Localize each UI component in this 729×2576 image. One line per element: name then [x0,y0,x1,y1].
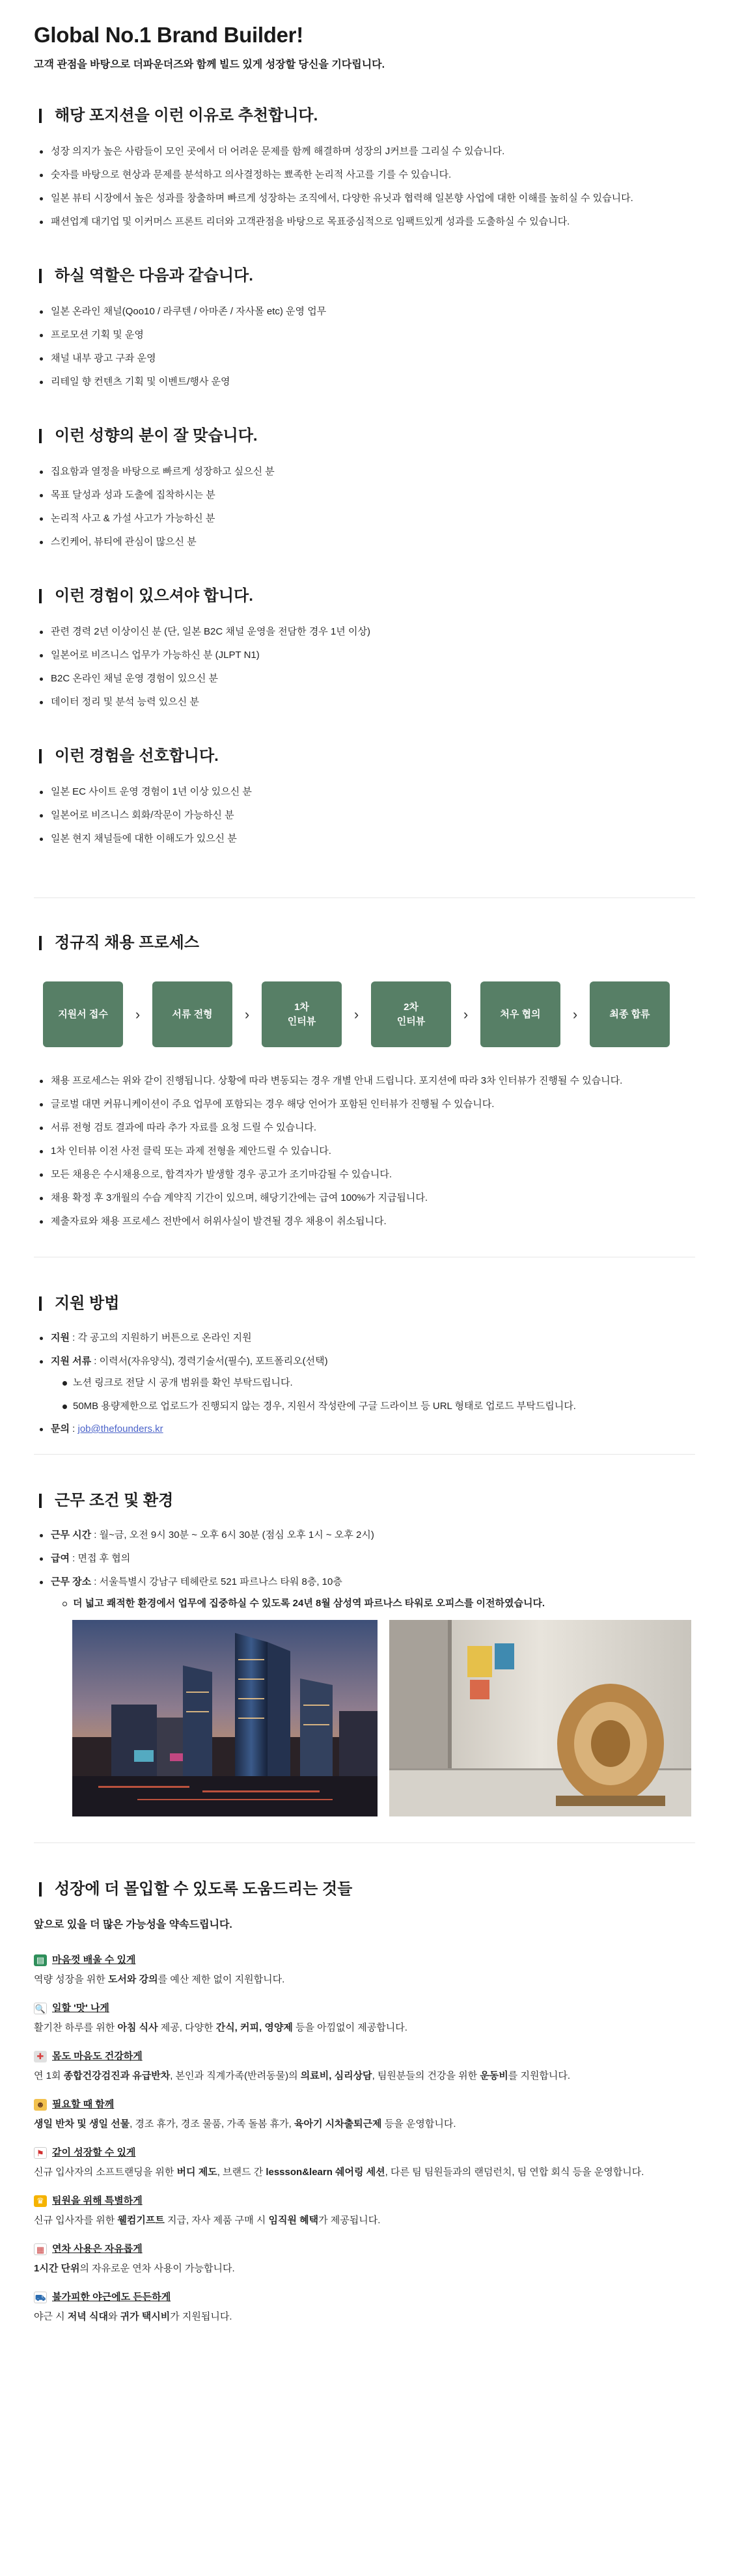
list-item: 채널 내부 광고 구좌 운영 [34,352,695,365]
benefit-description: 연 1회 종합건강검진과 유급반차, 본인과 직계가족(반려동물)의 의료비, 심리상담, 팀원분들의 건강을 위한 운동비를 지원합니다. [34,2070,571,2081]
benefits-heading: 성장에 더 몰입할 수 있도록 도움드리는 것들 [34,1880,695,1899]
work-heading: 근무 조건 및 환경 [34,1491,695,1511]
benefit-description: 역량 성장을 위한 도서와 강의를 예산 제한 없이 지원합니다. [34,1974,285,1985]
list-item: 성장 의지가 높은 사람들이 모인 곳에서 더 어려운 문제를 함께 해결하며 성장의 J커브를 그리실 수 있습니다. [34,145,695,158]
list-item: 일본 뷰티 시장에서 높은 성과를 창출하며 빠르게 성장하는 조직에서, 다양한 유닛과 협력해 일본향 사업에 대한 이해를 높히실 수 있습니다. [34,192,695,205]
apply-item: 지원 서류 : 이력서(자유양식), 경력기술서(필수), 포트폴리오(선택) [34,1355,695,1368]
benefit-title: ☻ 필요할 때 함께 [34,2098,695,2112]
process-note: 제출자료와 채용 프로세스 전반에서 허위사실이 발견될 경우 채용이 취소됩니다. [34,1215,695,1228]
list-item: B2C 온라인 채널 운영 경험이 있으신 분 [34,672,695,685]
list-item: 프로모션 기획 및 운영 [34,329,695,342]
chevron-right-icon: › [572,1006,578,1022]
benefit-title: ♛ 팀원을 위해 특별하게 [34,2194,695,2208]
benefits-intro: 앞으로 있을 더 많은 가능성을 약속드립니다. [34,1919,232,1930]
work-item: 근무 시간 : 월~금, 오전 9시 30분 ~ 오후 6시 30분 (점심 오후 1시 ~ 오후 2시) [34,1529,695,1542]
section-heading: 이런 경험을 선호합니다. [34,747,695,766]
page-subtitle: 고객 관점을 바탕으로 더파운더즈와 함께 빌드 있게 성장할 당신을 기다립니다. [34,59,385,70]
chevron-right-icon: › [244,1006,250,1022]
chevron-right-icon: › [353,1006,359,1022]
section-list [34,786,695,845]
process-section [34,933,695,1228]
family-icon: ☻ [34,2099,47,2111]
section-list [34,465,695,549]
process-note: 채용 확정 후 3개월의 수습 계약직 기간이 있으며, 해당기간에는 급여 100%가 지급됩니다. [34,1192,695,1205]
list-item: 논리적 사고 & 가설 사고가 가능하신 분 [34,512,695,525]
chevron-right-icon: › [135,1006,141,1022]
flag-icon: ⚑ [34,2147,47,2159]
list-item: 집요함과 열정을 바탕으로 빠르게 성장하고 싶으신 분 [34,465,695,478]
office-lobby-photo [389,1620,691,1816]
crown-icon: ♛ [34,2195,47,2207]
work-item: 근무 장소 : 서울특별시 강남구 테헤란로 521 파르나스 타워 8층, 10층 [34,1576,695,1589]
work-list [34,1529,695,1589]
content-section [34,426,695,549]
apply-sublist [34,1376,695,1414]
list-item: 일본어로 비즈니스 회화/작문이 가능하신 분 [34,809,695,822]
list-item: 리테일 향 컨텐츠 기획 및 이벤트/행사 운영 [34,376,695,389]
office-building-photo [72,1620,378,1816]
content-section [34,266,695,389]
process-note: 글로벌 대면 커뮤니케이션이 주요 업무에 포함되는 경우 해당 언어가 포함된 인터뷰가 진행될 수 있습니다. [34,1098,695,1111]
office-photos [72,1620,695,1816]
benefit-title: ⛟ 불가피한 야근에도 든든하게 [34,2292,171,2303]
process-step: 1차 인터뷰 [262,981,342,1047]
list-item: 패션업계 대기업 및 이커머스 프론트 리더와 고객관점을 바탕으로 목표중심적으로 임팩트있게 성과를 도출하실 수 있습니다. [34,215,695,228]
list-item: 일본 EC 사이트 운영 경험이 1년 이상 있으신 분 [34,786,695,799]
process-step: 처우 협의 [480,981,560,1047]
benefit-item [34,2049,695,2083]
list-item: 목표 달성과 성과 도출에 집착하시는 분 [34,489,695,502]
contact-item: 문의 : job@thefounders.kr [34,1423,695,1436]
section-heading: 하실 역할은 다음과 같습니다. [34,266,695,286]
benefit-title: ▦ 연차 사용은 자유롭게 [34,2242,695,2256]
contact-email-link[interactable]: job@thefounders.kr [77,1423,163,1434]
work-item: 급여 : 면접 후 협의 [34,1552,695,1565]
apply-subitem: 50MB 용량제한으로 업로드가 진행되지 않는 경우, 지원서 작성란에 구글 드라이브 등 URL 형태로 업로드 부탁드립니다. [34,1399,695,1414]
benefit-item [34,2242,695,2276]
process-step: 서류 전형 [152,981,232,1047]
list-item: 일본어로 비즈니스 업무가 가능하신 분 (JLPT N1) [34,649,695,662]
list-item: 숫자를 바탕으로 현상과 문제를 분석하고 의사결정하는 뾰족한 논리적 사고를 기를 수 있습니다. [34,169,695,182]
books-icon: ▤ [34,1954,47,1966]
hospital-icon: ✚ [34,2051,47,2062]
process-notes [34,1075,695,1228]
content-section [34,586,695,709]
benefit-item [34,1953,695,1987]
benefit-description: 1시간 단위의 자유로운 연차 사용이 가능합니다. [34,2263,235,2274]
list-item: 관련 경력 2년 이상이신 분 (단, 일본 B2C 채널 운영을 전담한 경우 1년 이상) [34,625,695,638]
divider [34,897,695,898]
benefit-title: ▤ 마음껏 배울 수 있게 [34,1953,695,1967]
benefit-item [34,2194,695,2228]
process-note: 1차 인터뷰 이전 사전 클릭 또는 과제 전형을 제안드릴 수 있습니다. [34,1145,695,1158]
apply-list [34,1332,695,1436]
calendar-icon: ▦ [34,2243,47,2255]
section-list [34,145,695,228]
apply-section [34,1294,695,1436]
content-section [34,106,695,228]
process-step: 지원서 접수 [43,981,123,1047]
benefit-description: 신규 입사자의 소프트랜딩을 위한 버디 제도, 브랜드 간 lessson&learn 쉐어링 세션, 다른 팀 팀원들과의 랜덤런치, 팀 연합 회식 등을 운영합니다. [34,2167,644,2178]
office-note: 더 넓고 쾌적한 환경에서 업무에 집중하실 수 있도록 24년 8월 삼성역 파르나스 타워로 오피스를 이전하였습니다. [34,1596,695,1611]
benefits-section [34,1880,695,2324]
magnifier-icon: 🔍 [34,2004,46,2014]
work-note-list [34,1596,695,1611]
section-heading: 이런 성향의 분이 잘 맞습니다. [34,426,695,446]
list-item: 일본 현지 채널들에 대한 이해도가 있으신 분 [34,832,695,845]
car-icon: ⛟ [34,2293,46,2303]
process-step: 최종 합류 [590,981,670,1047]
benefit-title: ⚑ 같이 성장할 수 있게 [34,2146,695,2160]
benefits-list [34,1953,695,2324]
content-section [34,747,695,845]
benefit-item [34,2290,695,2324]
benefit-description: 야근 시 저녁 식대와 귀가 택시비가 지원됩니다. [34,2311,232,2322]
process-heading: 정규직 채용 프로세스 [34,933,695,953]
benefit-item [34,2146,695,2180]
apply-heading: 지원 방법 [34,1294,695,1313]
process-note: 채용 프로세스는 위와 같이 진행됩니다. 상황에 따라 변동되는 경우 개별 안내 드립니다. 포지션에 따라 3차 인터뷰가 진행될 수 있습니다. [34,1075,695,1088]
divider [34,1454,695,1455]
benefit-title: 🔍 일할 '맛' 나게 [34,2003,109,2014]
list-item: 스킨케어, 뷰티에 관심이 많으신 분 [34,536,695,549]
section-list [34,625,695,709]
process-note: 서류 전형 검토 결과에 따라 추가 자료를 요청 드릴 수 있습니다. [34,1121,695,1134]
benefit-item [34,2098,695,2131]
benefit-description: 생일 반차 및 생일 선물, 경조 휴가, 경조 물품, 가족 돌봄 휴가, 육아기 시차출퇴근제 등을 운영합니다. [34,2118,456,2130]
section-list [34,305,695,389]
apply-item: 지원 : 각 공고의 지원하기 버튼으로 온라인 지원 [34,1332,695,1345]
chevron-right-icon: › [463,1006,469,1022]
process-steps [34,981,695,1047]
benefit-item [34,2001,695,2035]
benefit-description: 신규 입사자를 위한 웰컴기프트 지급, 자사 제품 구매 시 임직원 혜택가 제공됩니다. [34,2215,381,2226]
work-section [34,1491,695,1816]
page-title: Global No.1 Brand Builder! [34,23,303,47]
process-note: 모든 채용은 수시채용으로, 합격자가 발생할 경우 공고가 조기마감될 수 있습니다. [34,1168,695,1181]
benefit-title: ✚ 몸도 마음도 건강하게 [34,2049,695,2064]
apply-subitem: 노션 링크로 전달 시 공개 범위를 확인 부탁드립니다. [34,1376,695,1390]
benefit-description: 활기찬 하루를 위한 아침 식사 제공, 다양한 간식, 커피, 영양제 등을 아낌없이 제공합니다. [34,2022,407,2033]
section-heading: 해당 포지션을 이런 이유로 추천합니다. [34,106,695,126]
process-step: 2차 인터뷰 [371,981,451,1047]
list-item: 데이터 정리 및 분석 능력 있으신 분 [34,696,695,709]
section-heading: 이런 경험이 있으셔야 합니다. [34,586,695,606]
list-item: 일본 온라인 채널(Qoo10 / 라쿠텐 / 아마존 / 자사몰 etc) 운영 업무 [34,305,695,318]
